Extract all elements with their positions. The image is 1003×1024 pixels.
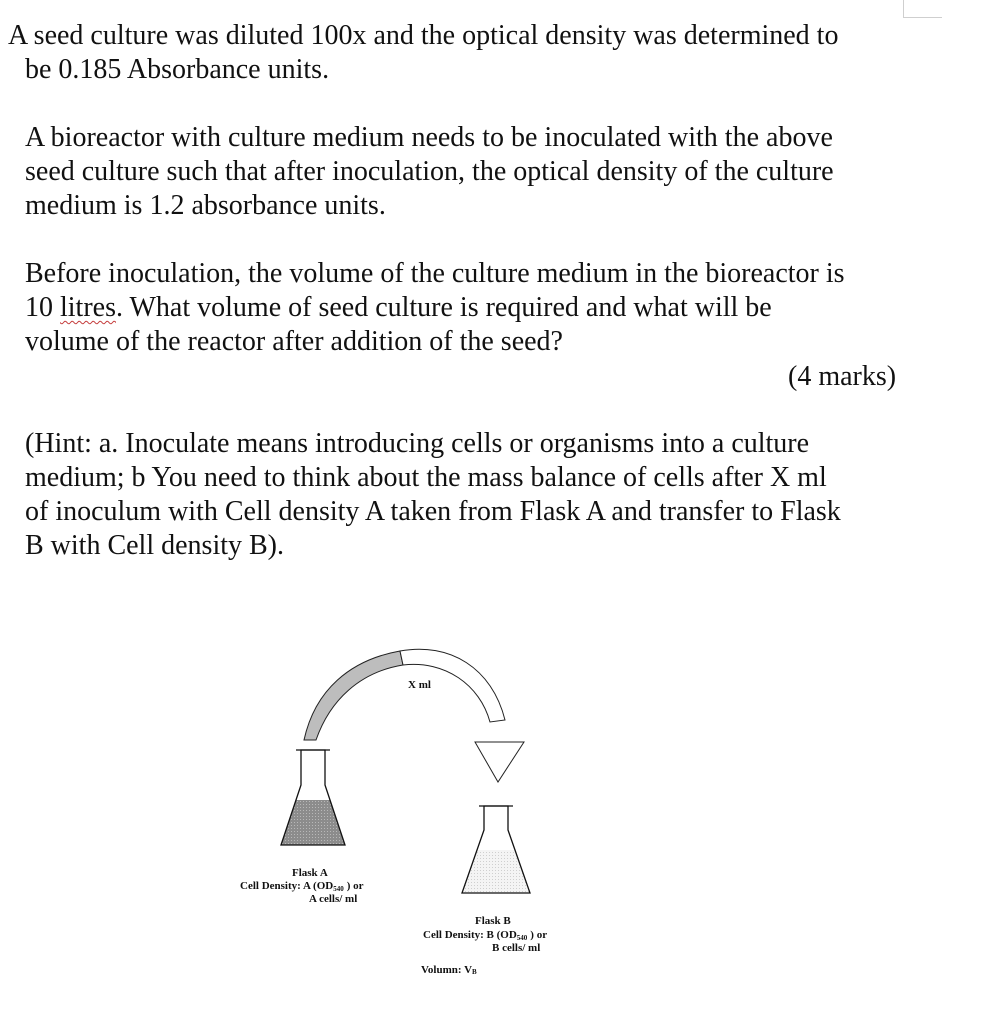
text-fragment: Volumn: V bbox=[421, 964, 473, 976]
text-fragment: Cell Density: A (OD bbox=[240, 880, 334, 892]
spellcheck-flagged-word[interactable]: litres bbox=[60, 292, 116, 323]
text-line: volume of the reactor after addition of the seed? bbox=[25, 326, 563, 357]
marks-label: (4 marks) bbox=[788, 361, 897, 392]
flask-a-cells: A cells/ ml bbox=[309, 893, 358, 905]
flask-b-density bbox=[423, 929, 547, 942]
text-line: of inoculum with Cell density A taken from Flask A and transfer to Flask bbox=[25, 496, 841, 527]
subscript: 540 bbox=[516, 934, 528, 942]
flask-a-density bbox=[240, 880, 364, 893]
text-line: medium is 1.2 absorbance units. bbox=[25, 190, 386, 221]
flask-b-icon bbox=[458, 806, 534, 894]
text-line: B with Cell density B). bbox=[25, 530, 284, 561]
text-line: medium; b You need to think about the mass balance of cells after X ml bbox=[25, 462, 827, 493]
arrow-body-left bbox=[304, 651, 403, 740]
flask-a-title: Flask A bbox=[292, 867, 328, 879]
text-fragment: . What volume of seed culture is required and what will be bbox=[116, 292, 772, 323]
text-line: seed culture such that after inoculation, the optical density of the culture bbox=[25, 156, 834, 187]
text-fragment: ) or bbox=[530, 929, 548, 941]
text-line: (Hint: a. Inoculate means introducing cells or organisms into a culture bbox=[25, 428, 810, 459]
flask-b-cells: B cells/ ml bbox=[492, 942, 541, 954]
text-fragment: Cell Density: B (OD bbox=[423, 929, 517, 941]
subscript: 540 bbox=[333, 885, 344, 893]
text-line: A seed culture was diluted 100x and the optical density was determined to bbox=[8, 20, 839, 51]
transfer-volume-label: X ml bbox=[408, 679, 431, 691]
flask-b-title: Flask B bbox=[475, 915, 511, 927]
subscript: B bbox=[472, 968, 477, 976]
text-fragment: ) or bbox=[346, 880, 364, 892]
flask-a-icon bbox=[277, 750, 349, 846]
text-line: Before inoculation, the volume of the culture medium in the bioreactor is bbox=[25, 258, 845, 289]
flask-b-volume bbox=[421, 964, 477, 976]
text-line: be 0.185 Absorbance units. bbox=[25, 54, 330, 85]
text-line: A bioreactor with culture medium needs to be inoculated with the above bbox=[25, 122, 833, 153]
text-fragment: 10 bbox=[25, 292, 60, 323]
arrow-head-icon bbox=[475, 742, 524, 782]
